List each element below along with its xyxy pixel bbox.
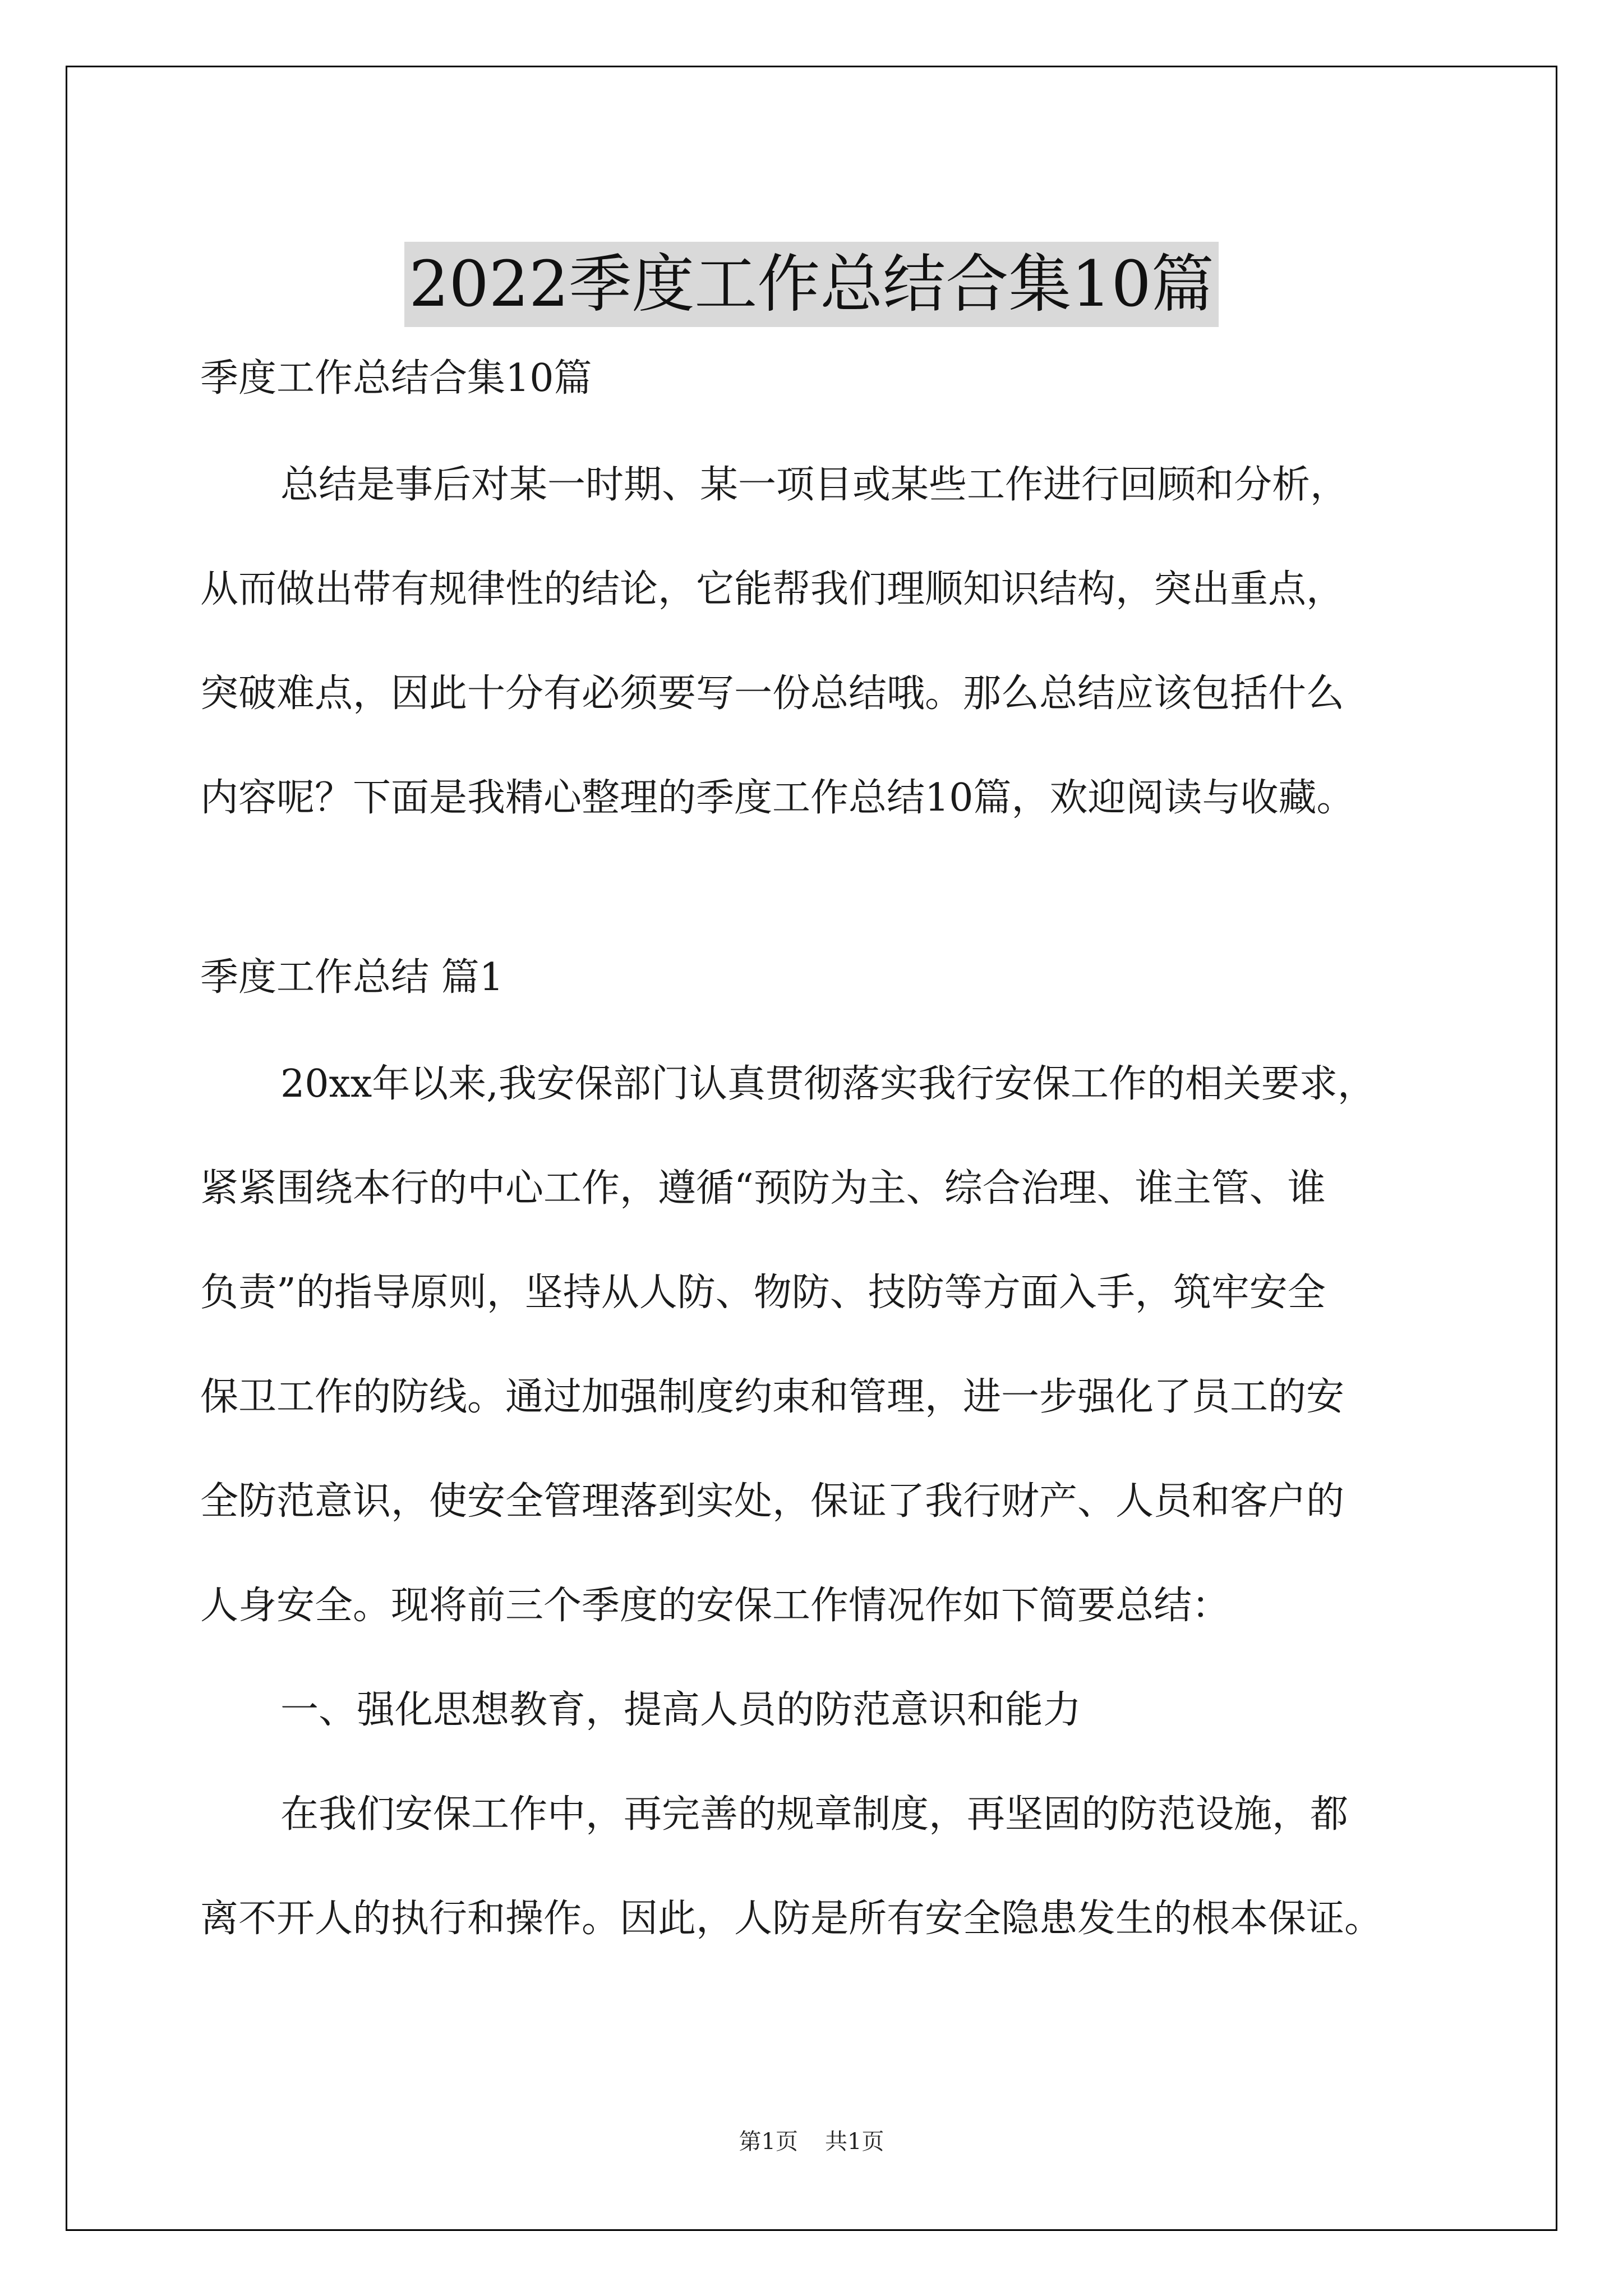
intro-line-2: 从而做出带有规律性的结论，它能帮我们理顺知识结构，突出重点，	[200, 567, 1345, 611]
title-container	[0, 200, 1623, 369]
section-line-5: 全防范意识，使安全管理落到实处，保证了我行财产、人员和客户的	[200, 1479, 1345, 1524]
section-line-1: 20xx年以来,我安保部门认真贯彻落实我行安保工作的相关要求，	[280, 1062, 1376, 1106]
point-line-2: 离不开人的执行和操作。因此，人防是所有安全隐患发生的根本保证。	[200, 1897, 1383, 1941]
intro-line-3: 突破难点，因此十分有必须要写一份总结哦。那么总结应该包括什么	[200, 671, 1345, 716]
section-line-4: 保卫工作的防线。通过加强制度约束和管理，进一步强化了员工的安	[200, 1375, 1345, 1419]
page-number: 第1页	[739, 2129, 798, 2155]
point-heading: 一、强化思想教育，提高人员的防范意识和能力	[280, 1688, 1082, 1732]
page-total: 共1页	[825, 2129, 884, 2155]
point-line-1: 在我们安保工作中，再完善的规章制度，再坚固的防范设施，都	[280, 1792, 1349, 1837]
section-line-2: 紧紧围绕本行的中心工作，遵循“预防为主、综合治理、谁主管、谁	[200, 1166, 1326, 1211]
subtitle: 季度工作总结合集10篇	[200, 356, 592, 401]
section-line-3: 负责”的指导原则，坚持从人防、物防、技防等方面入手，筑牢安全	[200, 1271, 1326, 1315]
intro-line-1: 总结是事后对某一时期、某一项目或某些工作进行回顾和分析，	[280, 463, 1349, 507]
document-title: 2022季度工作总结合集10篇	[404, 242, 1219, 327]
page-footer	[0, 2126, 1623, 2157]
intro-line-4: 内容呢？下面是我精心整理的季度工作总结10篇，欢迎阅读与收藏。	[200, 776, 1355, 820]
section-heading: 季度工作总结 篇1	[200, 955, 504, 1000]
section-line-6: 人身安全。现将前三个季度的安保工作情况作如下简要总结：	[200, 1584, 1230, 1628]
